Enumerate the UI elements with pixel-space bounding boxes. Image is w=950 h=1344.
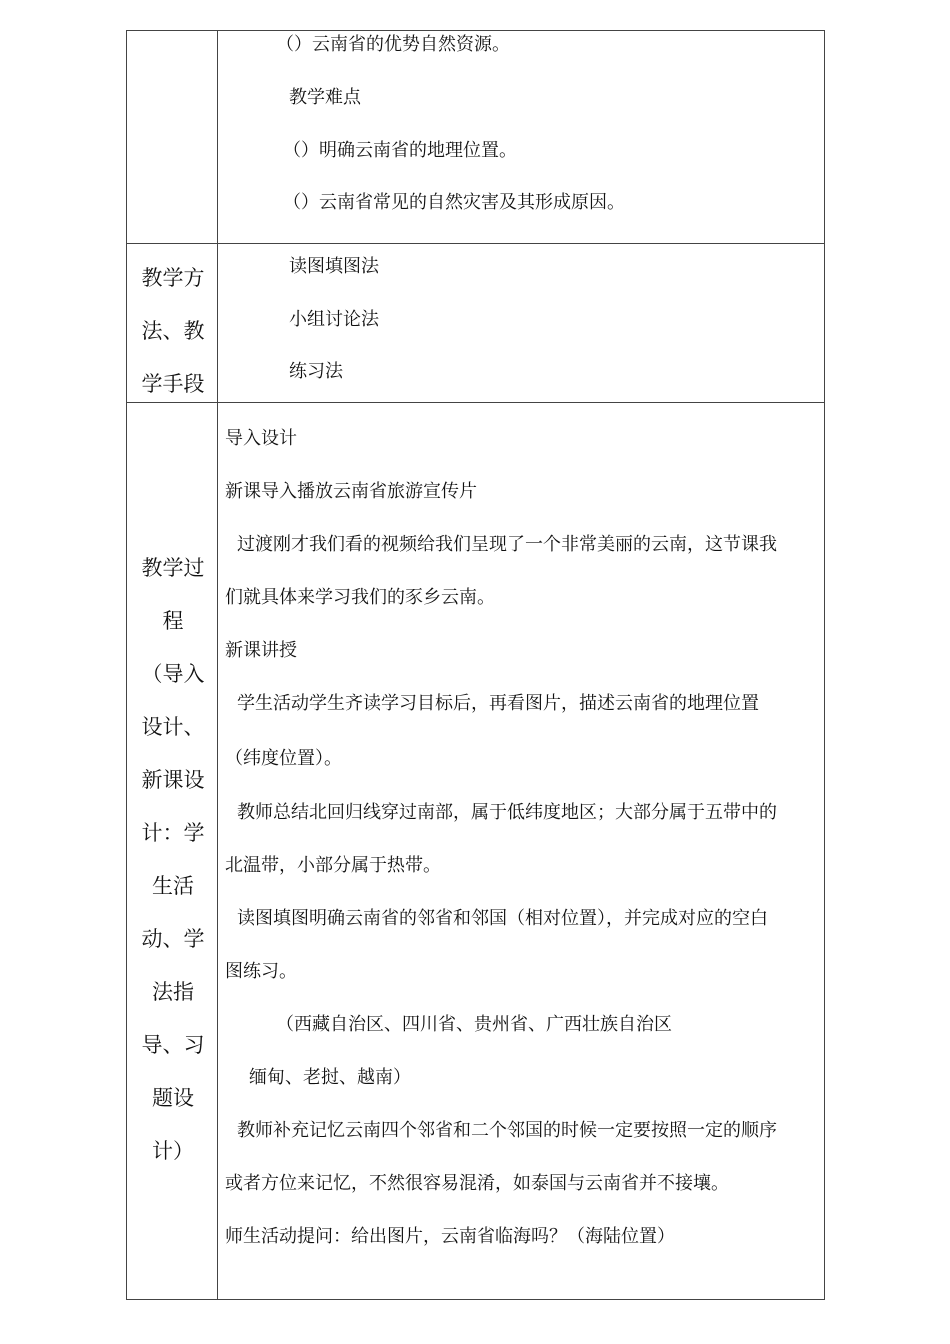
process-line: 学生活动学生齐读学习目标后，再看图片，描述云南省的地理位置 (237, 693, 759, 714)
process-line: （西藏自治区、四川省、贵州省、广西壮族自治区 (276, 1014, 672, 1035)
process-header-line: 生活 (152, 874, 194, 898)
process-header-line: 导、习 (141, 1033, 205, 1057)
process-line: 读图填图明确云南省的邻省和邻国（相对位置），并完成对应的空白 (237, 908, 768, 929)
process-header-line: 程 (162, 609, 184, 633)
process-line: 师生活动提问：给出图片，云南省临海吗？（海陆位置） (225, 1226, 675, 1247)
process-line: 们就具体来学习我们的豕乡云南。 (225, 587, 495, 608)
process-line: 过渡刚才我们看的视频给我们呈现了一个非常美丽的云南，这节课我 (237, 534, 777, 555)
column-divider (217, 30, 218, 1300)
difficulty-heading: 教学难点 (289, 87, 361, 108)
process-line: 教师总结北回归线穿过南部，属于低纬度地区；大部分属于五带中的 (237, 802, 777, 823)
row-divider-2 (126, 402, 825, 403)
method-item: 小组讨论法 (289, 309, 379, 330)
process-line: （纬度位置）。 (225, 748, 342, 769)
process-line: 图练习。 (225, 961, 297, 982)
process-line: 导入设计 (225, 428, 297, 449)
process-header-line: 动、学 (141, 927, 205, 951)
methods-header-line: 学手段 (141, 372, 205, 396)
process-header-line: 计：学 (141, 821, 205, 845)
row-divider-1 (126, 243, 825, 244)
process-header-line: 题设 (152, 1086, 194, 1110)
objective-line: （）云南省的优势自然资源。 (276, 34, 510, 55)
process-line: 新课导入播放云南省旅游宣传片 (225, 481, 477, 502)
methods-header-line: 法、教 (141, 319, 205, 343)
method-item: 练习法 (289, 361, 343, 382)
process-line: 缅甸、老挝、越南） (249, 1067, 411, 1088)
process-header-line: （导入 (141, 662, 205, 686)
process-header-line: 计） (152, 1139, 194, 1163)
difficulty-line: （）云南省常见的自然灾害及其形成原因。 (283, 192, 625, 213)
process-header-line: 新课设 (141, 768, 205, 792)
process-header-line: 教学过 (141, 556, 205, 580)
process-line: 北温带，小部分属于热带。 (225, 855, 441, 876)
process-line: 新课讲授 (225, 640, 297, 661)
process-header-line: 法指 (152, 980, 194, 1004)
process-line: 教师补充记忆云南四个邻省和二个邻国的时候一定要按照一定的顺序 (237, 1120, 777, 1141)
process-line: 或者方位来记忆，不然很容易混淆，如泰国与云南省并不接壤。 (225, 1173, 729, 1194)
lesson-plan-table (126, 30, 825, 1300)
process-header-line: 设计、 (141, 715, 205, 739)
method-item: 读图填图法 (289, 256, 379, 277)
methods-header-line: 教学方 (141, 266, 205, 290)
difficulty-line: （）明确云南省的地理位置。 (283, 140, 517, 161)
